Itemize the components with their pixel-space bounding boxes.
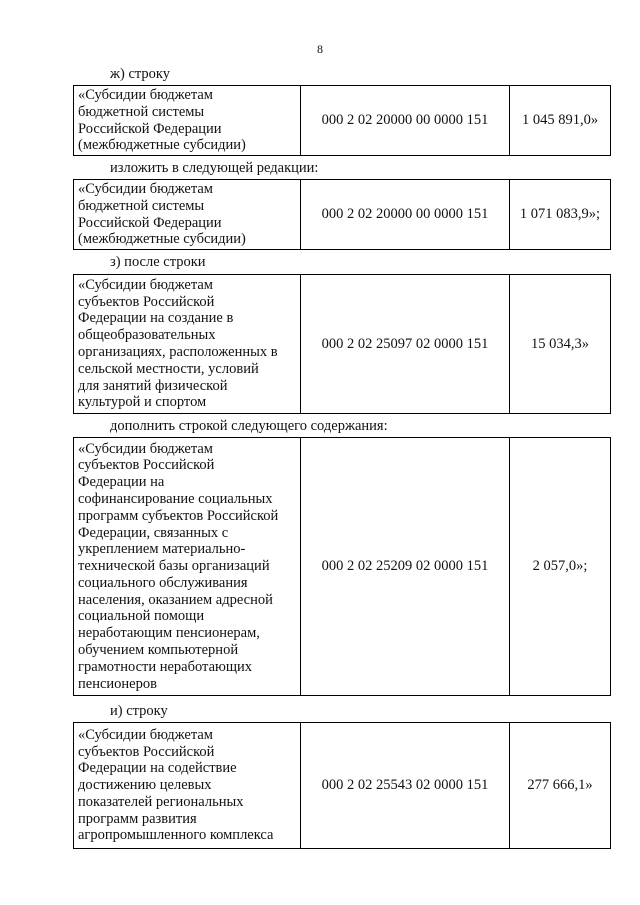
budget-table-row — [73, 85, 611, 156]
name-line: организациях, расположенных в — [78, 344, 278, 360]
name-line: достижению целевых — [78, 777, 212, 794]
row-code-cell: 000 2 02 25543 02 0000 151 — [301, 723, 510, 849]
name-line: субъектов Российской — [78, 293, 215, 310]
row-value-cell: 2 057,0»; — [510, 438, 611, 696]
row-code-cell: 000 2 02 25209 02 0000 151 — [301, 438, 510, 696]
row-name-cell — [74, 86, 301, 156]
name-line: Российской Федерации — [78, 214, 222, 231]
row-value-cell: 277 666,1» — [510, 723, 611, 849]
name-line: «Субсидии бюджетам — [78, 276, 213, 293]
name-line: программ развития — [78, 810, 197, 827]
name-line: неработающим пенсионерам, — [78, 625, 260, 642]
name-line: программ субъектов Российской — [78, 507, 279, 524]
row-code-cell: 000 2 02 25097 02 0000 151 — [301, 275, 510, 414]
name-line: культурой и спортом — [78, 394, 207, 411]
name-line: Федерации на содействие — [78, 760, 237, 777]
name-line: общеобразовательных — [78, 327, 216, 344]
name-line: сельской местности, условий — [78, 360, 259, 377]
name-line: Федерации, связанных с — [78, 524, 229, 541]
row-name-cell — [74, 275, 301, 414]
name-line: бюджетной системы — [78, 103, 205, 120]
row-value-cell: 1 071 083,9»; — [510, 180, 611, 250]
section-intro-z: з) после строки — [110, 254, 206, 270]
name-line: субъектов Российской — [78, 457, 215, 474]
name-line: социального обслуживания — [78, 574, 248, 591]
name-line: агропромышленного комплекса — [78, 827, 274, 844]
name-line: Федерации на — [78, 474, 165, 491]
name-line: укреплением материально- — [78, 541, 246, 558]
name-line: бюджетной системы — [78, 197, 205, 214]
page-number: 8 — [317, 42, 323, 56]
budget-table-row — [73, 722, 611, 849]
name-line: «Субсидии бюджетам — [78, 86, 213, 103]
name-line: технической базы организаций — [78, 558, 270, 575]
row-name-cell — [74, 723, 301, 849]
row-value-cell: 1 045 891,0» — [510, 86, 611, 156]
section-intro-zh: ж) строку — [110, 66, 171, 82]
name-line: социальной помощи — [78, 608, 205, 625]
row-code-cell: 000 2 02 20000 00 0000 151 — [301, 180, 510, 250]
name-line: Российской Федерации — [78, 120, 222, 137]
row-name-cell — [74, 438, 301, 696]
name-line: обучением компьютерной — [78, 642, 239, 659]
name-line: «Субсидии бюджетам — [78, 726, 213, 743]
name-line: софинансирование социальных — [78, 490, 273, 507]
name-line: Федерации на создание в — [78, 310, 234, 327]
section-intro-restate: изложить в следующей редакции: — [110, 160, 319, 176]
name-line: (межбюджетные субсидии) — [78, 137, 246, 154]
budget-table-row — [73, 179, 611, 250]
section-intro-i: и) строку — [110, 703, 168, 719]
budget-table-row — [73, 437, 611, 696]
name-line: населения, оказанием адресной — [78, 591, 273, 608]
row-name-cell — [74, 180, 301, 250]
name-line: «Субсидии бюджетам — [78, 180, 213, 197]
name-line: показателей региональных — [78, 793, 244, 810]
name-line: для занятий физической — [78, 377, 228, 394]
row-value-cell: 15 034,3» — [510, 275, 611, 414]
name-line: грамотности неработающих — [78, 658, 253, 675]
name-line: субъектов Российской — [78, 743, 215, 760]
row-code-cell: 000 2 02 20000 00 0000 151 — [301, 86, 510, 156]
name-line: «Субсидии бюджетам — [78, 440, 213, 457]
name-line: пенсионеров — [78, 675, 157, 692]
budget-table-row — [73, 274, 611, 414]
section-intro-append: дополнить строкой следующего содержания: — [110, 418, 388, 434]
name-line: (межбюджетные субсидии) — [78, 231, 246, 248]
